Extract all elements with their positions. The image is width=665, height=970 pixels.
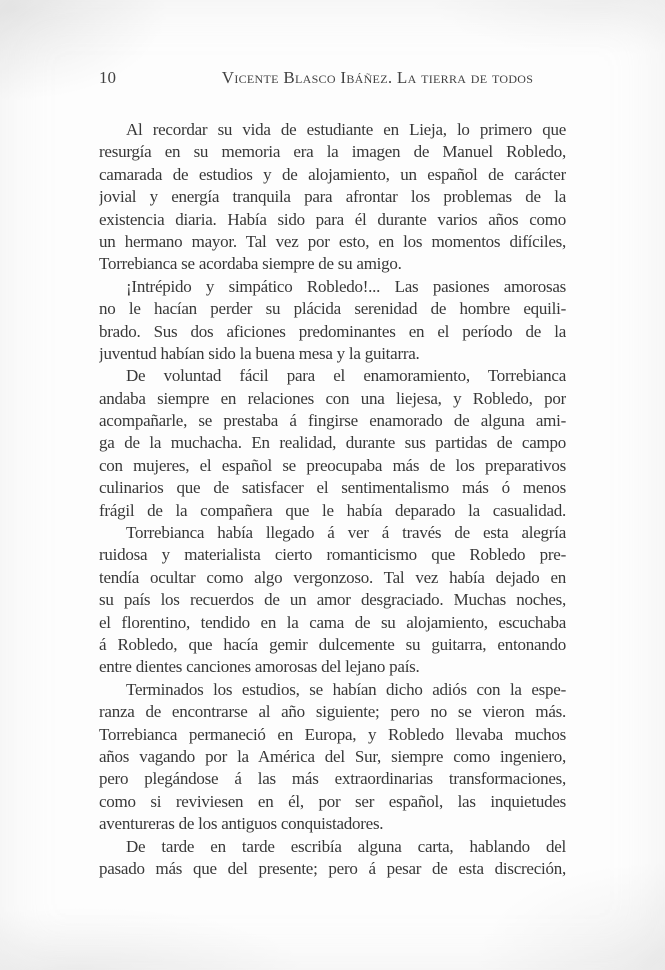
text-line: culinarios que de satisfacer el sentimentalismo más ó menos <box>99 478 566 498</box>
text-line: existencia diaria. Había sido para él durante varios años como <box>99 209 566 229</box>
text-line: Al recordar su vida de estudiante en Lieja, lo primero que <box>126 120 566 139</box>
text-line: con mujeres, el español se preocupaba más de los preparativos <box>99 455 566 475</box>
text-line: el florentino, tendido en la cama de su alojamiento, escuchaba <box>99 612 566 632</box>
text-line: un hermano mayor. Tal vez por esto, en los momentos difíciles, <box>99 231 566 251</box>
text-line: su país los recuerdos de un amor desgraciado. Muchas noches, <box>99 590 566 610</box>
text-line: ga de la muchacha. En realidad, durante sus partidas de campo <box>99 433 566 453</box>
text-line: ranza de encontrarse al año siguiente; pero no se vieron más. <box>99 702 566 722</box>
running-header-title: Vicente Blasco Ibáñez. La tierra de todos <box>221 68 534 87</box>
paragraph <box>99 365 566 522</box>
text-line: entre dientes canciones amorosas del lejano país. <box>99 657 420 677</box>
text-line: ¡Intrépido y simpático Robledo!... Las pasiones amorosas <box>126 276 566 296</box>
text-line: camarada de estudios y de alojamiento, un español de carácter <box>99 164 566 184</box>
text-line: Torrebianca se acordaba siempre de su amigo. <box>99 254 402 274</box>
paragraph <box>99 679 566 836</box>
text-line: juventud habían sido la buena mesa y la guitarra. <box>99 343 420 363</box>
text-line: brado. Sus dos aficiones predominantes en el período de la <box>99 321 566 341</box>
text-line: como si reviviesen en él, por ser español, las inquietudes <box>99 791 566 811</box>
text-line: no le hacían perder su plácida serenidad de hombre equili- <box>99 299 566 319</box>
text-line: De voluntad fácil para el enamoramiento, Torrebianca <box>126 366 566 386</box>
text-line: aventureras de los antiguos conquistadores. <box>99 814 384 834</box>
text-line: andaba siempre en relaciones con una liejesa, y Robledo, por <box>99 388 566 408</box>
text-line: Terminados los estudios, se habían dicho adiós con la espe- <box>126 679 566 699</box>
text-body <box>99 119 566 880</box>
text-line: resurgía en su memoria era la imagen de Manuel Robledo, <box>99 142 566 162</box>
text-line: á Robledo, que hacía gemir dulcemente su guitarra, entonando <box>99 634 566 654</box>
running-header <box>0 68 665 90</box>
text-line: Torrebianca había llegado á ver á través de esta alegría <box>126 523 566 543</box>
text-line: pasado más que del presente; pero á pesar de esta discreción, <box>99 858 566 878</box>
text-line: ruidosa y materialista cierto romanticismo que Robledo pre- <box>99 545 566 565</box>
text-line: Torrebianca permaneció en Europa, y Robledo llevaba muchos <box>99 724 566 744</box>
paragraph <box>99 276 566 366</box>
text-line: frágil de la compañera que le había deparado la casualidad. <box>99 500 566 520</box>
text-line: jovial y energía tranquila para afrontar los problemas de la <box>99 187 566 207</box>
paragraph <box>99 836 566 881</box>
page-number: 10 <box>99 68 116 87</box>
text-line: años vagando por la América del Sur, siempre como ingeniero, <box>99 746 566 766</box>
paragraph <box>99 119 566 276</box>
text-line: De tarde en tarde escribía alguna carta, hablando del <box>126 836 566 856</box>
text-line: pero plegándose á las más extraordinarias transformaciones, <box>99 769 566 789</box>
text-line: acompañarle, se prestaba á fingirse enamorado de alguna ami- <box>99 411 566 431</box>
paragraph <box>99 522 566 679</box>
text-line: tendía ocultar como algo vergonzoso. Tal vez había dejado en <box>99 567 566 587</box>
